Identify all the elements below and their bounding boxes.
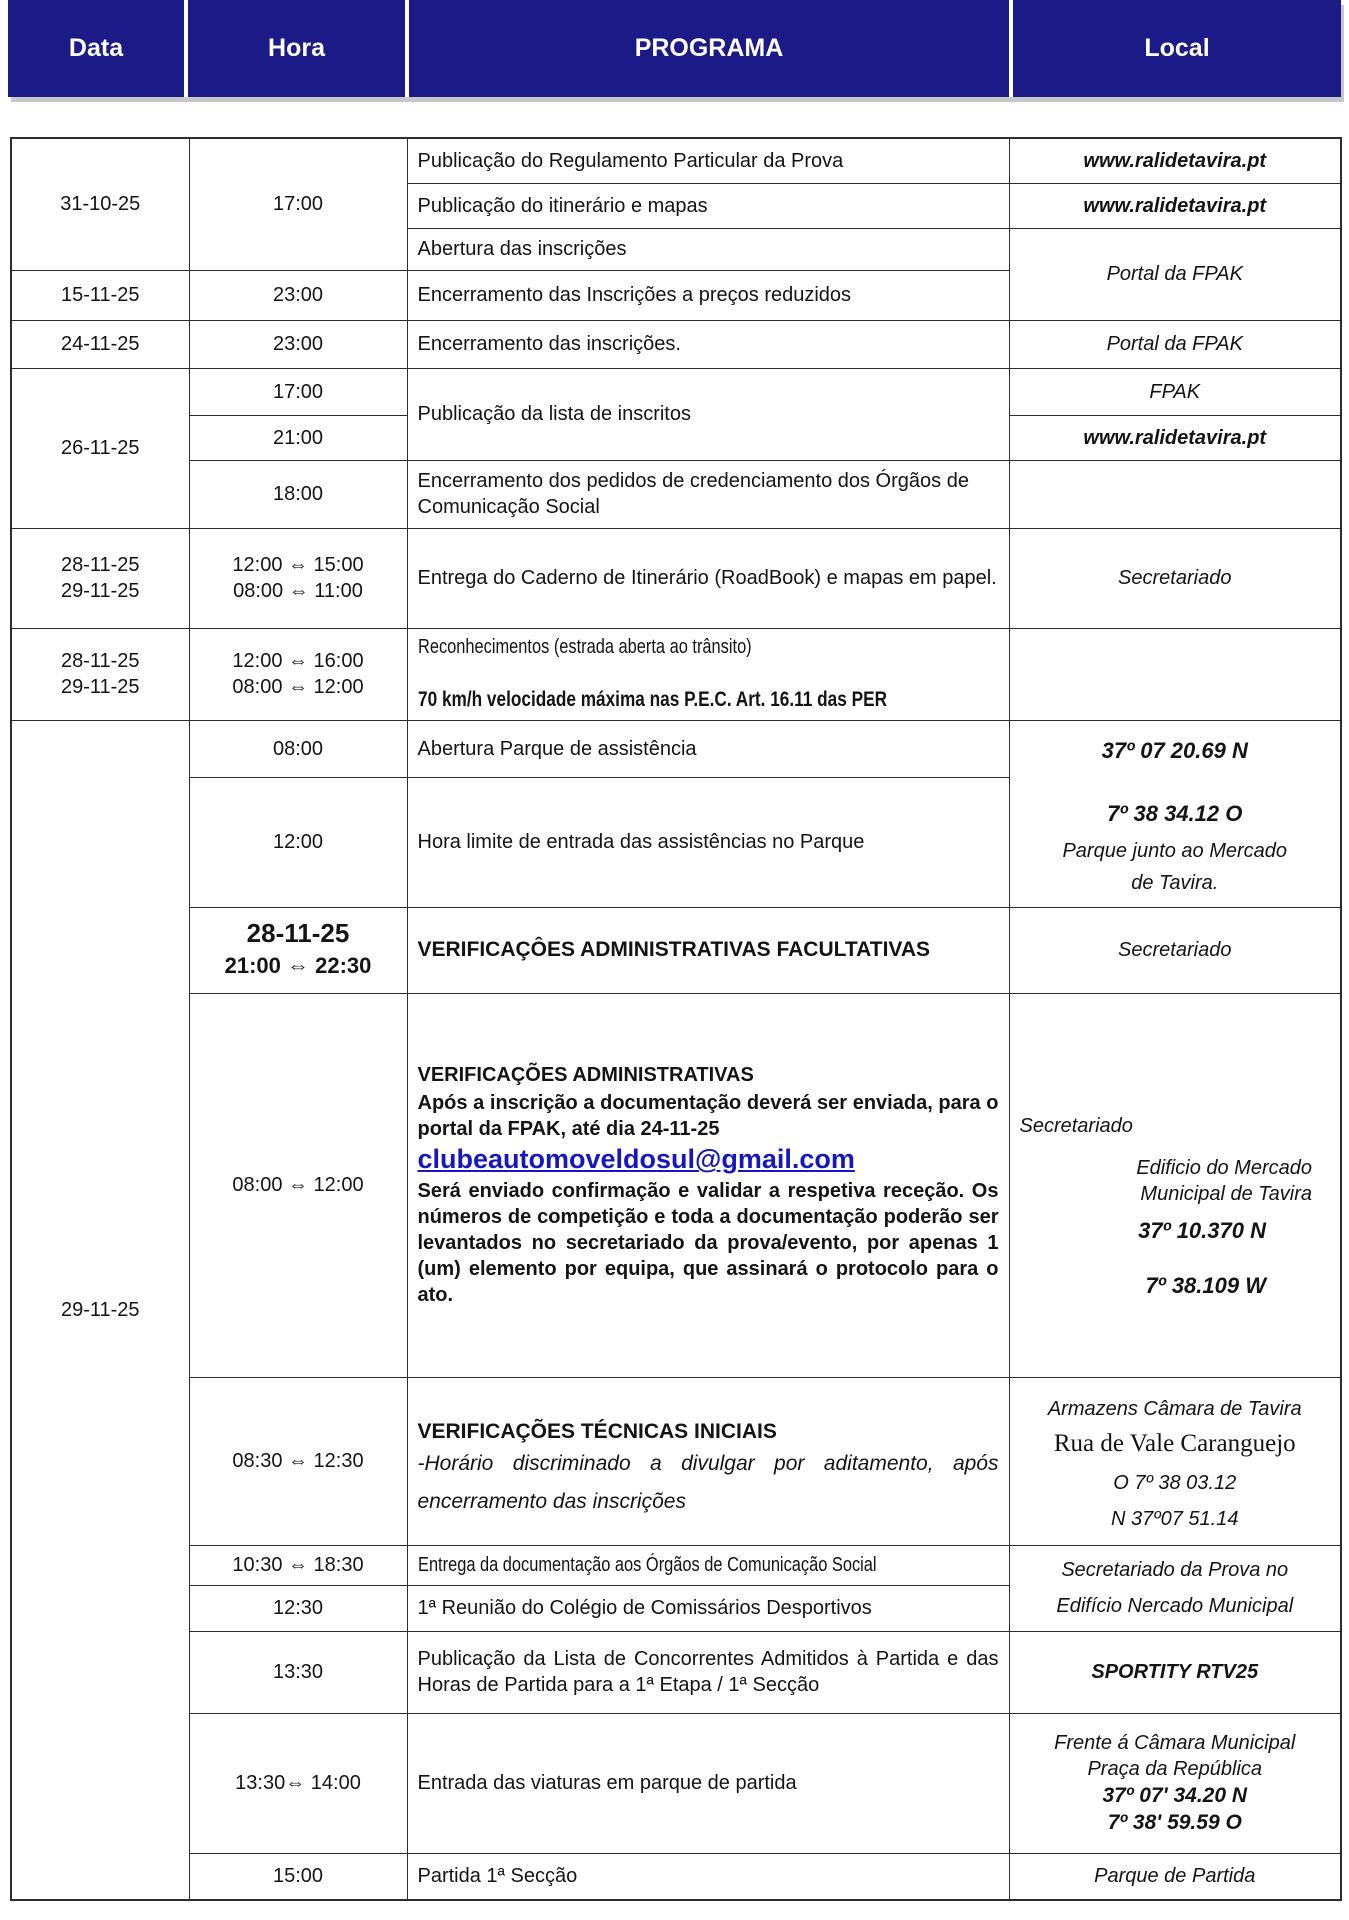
local-cell-start-park (1009, 1713, 1341, 1853)
program-text: Será enviado confirmação e validar a respetiva receção. Os números de competição e toda a documentação poderão ser levantados no secretariado da prova/evento, por apenas 1 (um) elemento por equipa, que assinará o protocolo para o ato. (417, 1179, 999, 1306)
date-line: 29-11-25 (60, 676, 140, 698)
header-cell-data: Data (8, 0, 184, 97)
program-cell-tech-checks (407, 1377, 1009, 1545)
local-line: Edificio do Mercado (1136, 1157, 1312, 1180)
local-cell-sportity: SPORTITY RTV25 (1009, 1631, 1341, 1713)
table-row (11, 1377, 1341, 1545)
time-cell: 12:30 (189, 1585, 407, 1631)
table-row (11, 907, 1341, 993)
local-cell: Secretariado (1009, 528, 1341, 628)
program-cell: Encerramento dos pedidos de credenciamento dos Órgãos de Comunicação Social (407, 460, 1009, 528)
program-line-speed-limit: 70 km/h velocidade máxima nas P.E.C. Art. 16.11 das PER (417, 688, 887, 712)
time-line: 12:00 ⇔ 16:00 (232, 650, 364, 672)
program-cell: Entrada das viaturas em parque de partida (407, 1713, 1009, 1853)
schedule-table (10, 137, 1342, 1901)
local-cell-website: www.ralidetavira.pt (1009, 138, 1341, 183)
program-cell: Entrega do Caderno de Itinerário (RoadBook) e mapas em papel. (407, 528, 1009, 628)
program-line: Entrega da documentação aos Órgãos de Comunicação Social (417, 1554, 877, 1576)
coordinate-line: 37º 07 20.69 N (1101, 737, 1248, 763)
program-line: Reconhecimentos (estrada aberta ao trânsito) (417, 636, 752, 659)
table-row (11, 320, 1341, 368)
local-cell: Parque de Partida (1009, 1853, 1341, 1900)
local-cell: Secretariado (1009, 907, 1341, 993)
local-cell: FPAK (1009, 368, 1341, 415)
header-cell-hora: Hora (188, 0, 405, 97)
program-cell: Abertura Parque de assistência (407, 720, 1009, 777)
time-line: 21:00 ⇔ 22:30 (224, 953, 372, 979)
email-link[interactable]: clubeautomoveldosul@gmail.com (417, 1144, 855, 1175)
table-row (11, 460, 1341, 528)
time-cell: 12:00 (189, 777, 407, 907)
table-row (11, 1853, 1341, 1900)
local-cell-empty (1009, 460, 1341, 528)
date-line: 28-11-25 (60, 554, 140, 576)
table-row (11, 1631, 1341, 1713)
local-cell-website: www.ralidetavira.pt (1009, 183, 1341, 228)
local-cell-coordinates (1009, 720, 1341, 907)
local-cell: Portal da FPAK (1009, 320, 1341, 368)
table-row (11, 528, 1341, 628)
time-cell: 10:30 ⇔ 18:30 (189, 1545, 407, 1585)
table-row (11, 1545, 1341, 1585)
time-cell: 08:30 ⇔ 12:30 (189, 1377, 407, 1545)
time-cell: 17:00 (189, 138, 407, 270)
time-cell (189, 528, 407, 628)
program-cell: Publicação do Regulamento Particular da Prova (407, 138, 1009, 183)
table-row (11, 993, 1341, 1377)
program-cell: Publicação do itinerário e mapas (407, 183, 1009, 228)
header-cell-local: Local (1013, 0, 1341, 97)
date-cell-merged: 29-11-25 (11, 720, 189, 1900)
date-line: 29-11-25 (60, 580, 140, 602)
local-cell-secretariat (1009, 993, 1341, 1377)
date-line: 28-11-25 (246, 917, 350, 948)
program-cell: Encerramento das Inscrições a preços reduzidos (407, 270, 1009, 320)
local-line-serif: Rua de Vale Caranguejo (1053, 1429, 1296, 1457)
time-cell: 13:30 (189, 1631, 407, 1713)
local-line: Edifício Nercado Municipal (1056, 1595, 1294, 1617)
date-cell (11, 628, 189, 720)
coordinate-line: 7º 38' 59.59 O (1107, 1811, 1242, 1834)
program-cell: Hora limite de entrada das assistências no Parque (407, 777, 1009, 907)
time-cell: 13:30⇔ 14:00 (189, 1713, 407, 1853)
table-header (8, 0, 1341, 97)
time-cell: 23:00 (189, 320, 407, 368)
coordinate-line: 7º 38.109 W (1145, 1273, 1266, 1298)
time-line: 08:00 ⇔ 12:00 (232, 676, 364, 698)
time-cell: 23:00 (189, 270, 407, 320)
time-cell: 08:00 (189, 720, 407, 777)
program-cell: Partida 1ª Secção (407, 1853, 1009, 1900)
program-title: VERIFICAÇÕES ADMINISTRATIVAS (417, 1064, 754, 1087)
time-cell: 18:00 (189, 460, 407, 528)
program-cell (407, 1545, 1009, 1585)
coordinate-line: 7º 38 34.12 O (1107, 800, 1243, 826)
local-line: Frente á Câmara Municipal (1054, 1731, 1296, 1754)
local-cell-empty (1009, 628, 1341, 720)
table-row (11, 368, 1341, 415)
local-cell: Portal da FPAK (1009, 228, 1341, 320)
date-cell: 24-11-25 (11, 320, 189, 368)
time-cell: 15:00 (189, 1853, 407, 1900)
local-line: Praça da República (1087, 1757, 1263, 1780)
date-cell: 26-11-25 (11, 368, 189, 528)
time-cell: 17:00 (189, 368, 407, 415)
program-text: Após a inscrição a documentação deverá ser enviada, para o portal da FPAK, até dia 24-11-25 (417, 1092, 999, 1141)
program-cell: VERIFICAÇÔES ADMINISTRATIVAS FACULTATIVAS (407, 907, 1009, 993)
local-line: Secretariado (1019, 1115, 1133, 1138)
program-cell-admin-checks (407, 993, 1009, 1377)
coordinate-line: O 7º 38 03.12 (1113, 1472, 1237, 1495)
time-cell: 21:00 (189, 415, 407, 460)
program-text: -Horário discriminado a divulgar por aditamento, após encerramento das inscrições (417, 1451, 999, 1513)
time-cell: 08:00 ⇔ 12:00 (189, 993, 407, 1377)
time-line: 12:00 ⇔ 15:00 (232, 554, 364, 576)
program-cell: Abertura das inscrições (407, 228, 1009, 270)
table-row (11, 628, 1341, 720)
date-line: 28-11-25 (60, 650, 140, 672)
date-cell: 31-10-25 (11, 138, 189, 270)
local-line: Parque junto ao Mercado (1062, 840, 1288, 863)
program-cell: Publicação da Lista de Concorrentes Admitidos à Partida e das Horas de Partida para a 1ª Etapa / 1ª Secção (407, 1631, 1009, 1713)
local-line: Armazens Câmara de Tavira (1047, 1397, 1302, 1420)
table-row (11, 720, 1341, 777)
local-line: Secretariado da Prova no (1061, 1559, 1289, 1581)
local-cell-warehouse (1009, 1377, 1341, 1545)
coordinate-line: 37º 10.370 N (1138, 1218, 1266, 1244)
time-cell-with-date (189, 907, 407, 993)
header-cell-programa: PROGRAMA (409, 0, 1009, 97)
local-line: de Tavira. (1131, 872, 1219, 895)
program-cell: Publicação da lista de inscritos (407, 368, 1009, 460)
program-title: VERIFICAÇÕES TÉCNICAS INICIAIS (417, 1419, 777, 1443)
coordinate-line: N 37º07 51.14 (1111, 1508, 1239, 1531)
local-cell (1009, 1545, 1341, 1631)
local-cell-website: www.ralidetavira.pt (1009, 415, 1341, 460)
table-row (11, 138, 1341, 183)
local-line: Municipal de Tavira (1140, 1183, 1312, 1206)
time-line: 08:00 ⇔ 11:00 (233, 580, 363, 602)
program-cell: Encerramento das inscrições. (407, 320, 1009, 368)
time-cell (189, 628, 407, 720)
date-cell (11, 528, 189, 628)
coordinate-line: 37º 07' 34.20 N (1102, 1783, 1248, 1807)
date-cell: 15-11-25 (11, 270, 189, 320)
table-row (11, 1713, 1341, 1853)
program-cell: 1ª Reunião do Colégio de Comissários Desportivos (407, 1585, 1009, 1631)
program-cell (407, 628, 1009, 720)
